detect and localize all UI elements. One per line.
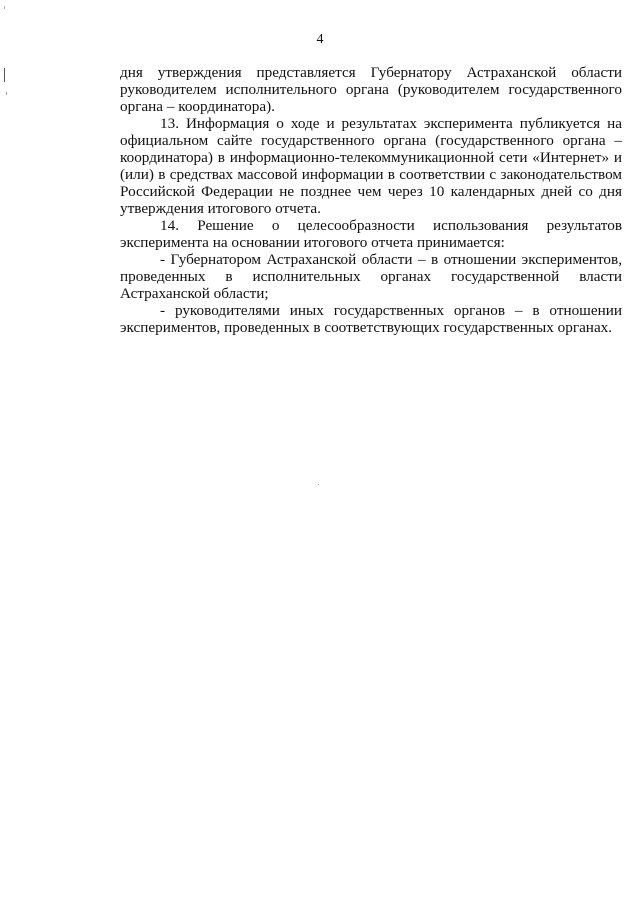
scan-speck (318, 484, 319, 485)
paragraph-item-14: 14. Решение о целесообразности использования результатов эксперимента на основании итогового отчета принимается: (120, 217, 622, 251)
list-item-heads-of-agencies: - руководителями иных государственных органов – в отношении экспериментов, проведенных в соответствующих государственных органах. (120, 302, 622, 336)
document-body (120, 64, 622, 336)
paragraph-continuation: дня утверждения представляется Губернатору Астраханской области руководителем исполнительного органа (руководителем государственного органа – координатора). (120, 64, 622, 115)
paragraph-item-13: 13. Информация о ходе и результатах эксперимента публикуется на официальном сайте государственного органа (государственного органа – координатора) в информационно-телекоммуникационной сети «Интернет» и (или) в средствах массовой информации в соответствии с законодательством Российской Федерации не позднее чем через 10 календарных дней со дня утверждения итогового отчета. (120, 115, 622, 217)
scan-margin-mark (4, 6, 5, 9)
page-number: 4 (316, 32, 324, 47)
scan-margin-mark (6, 92, 7, 95)
scan-margin-mark (4, 68, 5, 82)
list-item-governor: - Губернатором Астраханской области – в отношении экспериментов, проведенных в исполнительных органах государственной власти Астраханской области; (120, 251, 622, 302)
